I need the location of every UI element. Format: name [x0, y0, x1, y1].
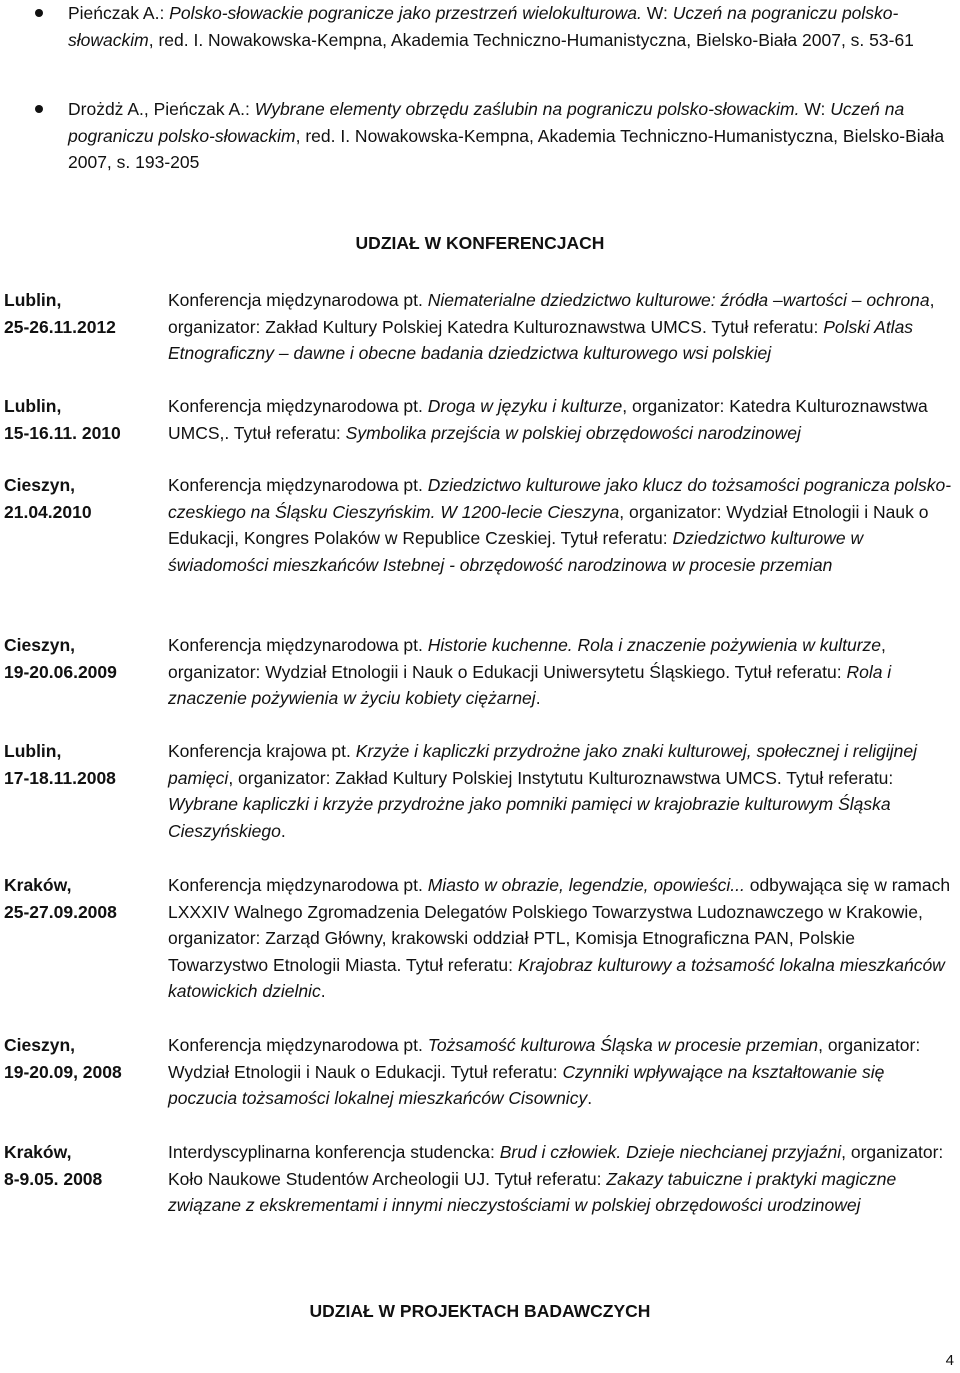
text-run: Konferencja międzynarodowa pt.: [168, 290, 428, 310]
italic-text: Polsko-słowackie pogranicze jako przestrzeń wielokulturowa.: [169, 3, 642, 23]
text-run: Konferencja międzynarodowa pt.: [168, 396, 428, 416]
conference-description: [168, 1032, 956, 1112]
conference-description: [168, 872, 956, 1005]
text-run: Drożdż A., Pieńczak A.:: [68, 99, 255, 119]
page-number: 4: [945, 1352, 954, 1369]
italic-text: Uczeń na pograniczu polsko-słowackim: [68, 3, 899, 50]
text-run: Konferencja krajowa pt.: [168, 741, 356, 761]
text-run: , red. I. Nowakowska-Kempna, Akademia Techniczno-Humanistyczna, Bielsko-Biała 2007, s. 53-61: [148, 29, 914, 50]
conference-date-text: 25-27.09.2008: [4, 901, 117, 922]
conference-date: [4, 632, 164, 685]
italic-text: Tożsamość kulturowa Śląska w procesie przemian: [427, 1035, 819, 1055]
italic-text: Rola i znaczenie pożywienia w życiu kobiety ciężarnej: [168, 661, 892, 708]
text-run: Konferencja międzynarodowa pt.: [168, 1035, 428, 1055]
italic-text: Wybrane elementy obrzędu zaślubin na pograniczu polsko-słowackim.: [254, 99, 800, 119]
italic-text: Niematerialne dziedzictwo kulturowe: źródła –wartości – ochrona: [427, 290, 930, 310]
italic-text: Polski Atlas Etnograficzny – dawne i obecne badania dziedzictwa kulturowego wsi polskiej: [168, 316, 914, 363]
conference-date-text: 17-18.11.2008: [4, 767, 116, 788]
text-run: .: [587, 1088, 593, 1108]
projects-heading: UDZIAŁ W PROJEKTACH BADAWCZYCH: [309, 1301, 651, 1321]
conference-date: [4, 872, 164, 925]
conference-description: [168, 287, 956, 367]
italic-text: Miasto w obrazie, legendzie, opowieści...: [427, 875, 745, 895]
text-run: .: [280, 820, 286, 841]
conference-place: Cieszyn,: [4, 475, 75, 495]
conference-date-text: 21.04.2010: [4, 501, 92, 522]
text-run: , organizator: Katedra Kulturoznawstwa UMCS,. Tytuł referatu:: [168, 396, 928, 443]
conference-place: Lublin,: [4, 741, 62, 761]
italic-text: Krajobraz kulturowy a tożsamość lokalna mieszkańców katowickich dzielnic: [168, 954, 945, 1001]
text-run: odbywająca się w ramach LXXXIV Walnego Zgromadzenia Delegatów Polskiego Towarzystwa Ludoznawczego w Krakowie, organizator: Zarząd Główny, krakowski oddział PTL, Komisja Etnograficzna PAN, Polskie Towarzystwo Etnologii Miasta. Tytuł referatu:: [168, 875, 951, 975]
bibliography-item: [68, 96, 948, 176]
italic-text: Droga w języku i kulturze: [427, 396, 623, 416]
conference-date-text: 19-20.06.2009: [4, 661, 117, 682]
text-run: Pieńczak A.:: [68, 3, 170, 23]
bullet-icon: [35, 105, 43, 113]
conference-place: Kraków,: [4, 1142, 72, 1162]
text-run: W:: [799, 99, 831, 119]
text-run: , organizator: Wydział Etnologii i Nauk o Edukacji, Kongres Polaków w Republice Czeskiej. Tytuł referatu:: [168, 501, 929, 548]
text-run: .: [535, 688, 541, 708]
conference-place: Lublin,: [4, 290, 62, 310]
text-run: , organizator: Zakład Kultury Polskiej Katedra Kulturoznawstwa UMCS. Tytuł referatu:: [168, 290, 935, 337]
text-run: , red. I. Nowakowska-Kempna, Akademia Techniczno-Humanistyczna, Bielsko-Biała 2007, s. 193-205: [68, 125, 945, 172]
conferences-heading: UDZIAŁ W KONFERENCJACH: [355, 233, 605, 253]
conference-date: [4, 287, 164, 340]
conference-place: Lublin,: [4, 396, 62, 416]
italic-text: Krzyże i kapliczki przydrożne jako znaki kulturowej, społecznej i religijnej pamięci: [168, 741, 917, 788]
italic-text: Wybrane kapliczki i krzyże przydrożne jako pomniki pamięci w krajobrazie kulturowym Śląska Cieszyńskiego: [168, 794, 891, 841]
conference-date-text: 8-9.05. 2008: [4, 1168, 103, 1189]
conference-description: [168, 472, 956, 578]
text-run: , organizator: Wydział Etnologii i Nauk o Edukacji Uniwersytetu Śląskiego. Tytuł referatu:: [168, 635, 886, 682]
conference-description: [168, 1139, 956, 1219]
text-run: , organizator: Wydział Etnologii i Nauk o Edukacji. Tytuł referatu:: [168, 1035, 921, 1082]
text-run: .: [320, 981, 326, 1001]
bibliography-item: [68, 0, 948, 53]
italic-text: Symbolika przejścia w polskiej obrzędowości narodzinowej: [345, 422, 801, 443]
text-run: , organizator: Koło Naukowe Studentów Archeologii UJ. Tytuł referatu:: [168, 1142, 944, 1189]
italic-text: Czynniki wpływające na kształtowanie się poczucia tożsamości lokalnej mieszkańców Cisownicy: [168, 1061, 885, 1108]
conference-place: Kraków,: [4, 875, 72, 895]
conference-description: [168, 632, 956, 712]
italic-text: Dziedzictwo kulturowe jako klucz do tożsamości pogranicza polsko-czeskiego na Śląsku Cieszyńskim. W 1200-lecie Cieszyna: [168, 475, 952, 522]
italic-text: Brud i człowiek. Dzieje niechcianej przyjaźni: [499, 1142, 842, 1162]
conference-date: [4, 393, 164, 446]
conference-date-text: 25-26.11.2012: [4, 316, 116, 337]
italic-text: Uczeń na pograniczu polsko-słowackim: [68, 99, 905, 146]
text-run: W:: [641, 3, 673, 23]
bibliography-text: [68, 99, 944, 172]
conference-date: [4, 472, 164, 525]
conference-date: [4, 1139, 164, 1192]
text-run: , organizator: Zakład Kultury Polskiej Instytutu Kulturoznawstwa UMCS. Tytuł referatu:: [228, 767, 894, 788]
bullet-icon: [35, 9, 43, 17]
conference-description: [168, 738, 956, 844]
text-run: Konferencja międzynarodowa pt.: [168, 635, 428, 655]
bibliography-text: [68, 3, 914, 50]
text-run: Interdyscyplinarna konferencja studencka:: [168, 1142, 500, 1162]
conference-description: [168, 393, 956, 446]
conference-date: [4, 1032, 164, 1085]
text-run: Konferencja międzynarodowa pt.: [168, 475, 428, 495]
conference-date-text: 19-20.09, 2008: [4, 1061, 122, 1082]
conference-date-text: 15-16.11. 2010: [4, 422, 121, 443]
italic-text: Historie kuchenne. Rola i znaczenie pożywienia w kulturze: [427, 635, 882, 655]
text-run: Konferencja międzynarodowa pt.: [168, 875, 428, 895]
conference-place: Cieszyn,: [4, 635, 75, 655]
conference-place: Cieszyn,: [4, 1035, 75, 1055]
conference-date: [4, 738, 164, 791]
italic-text: Dziedzictwo kulturowe w świadomości mieszkańców Istebnej - obrzędowość narodzinowa w procesie przemian: [168, 528, 864, 575]
italic-text: Zakazy tabuiczne i praktyki magiczne związane z ekskrementami i innymi nieczystościami w polskiej obrzędowości urodzinowej: [168, 1168, 897, 1215]
